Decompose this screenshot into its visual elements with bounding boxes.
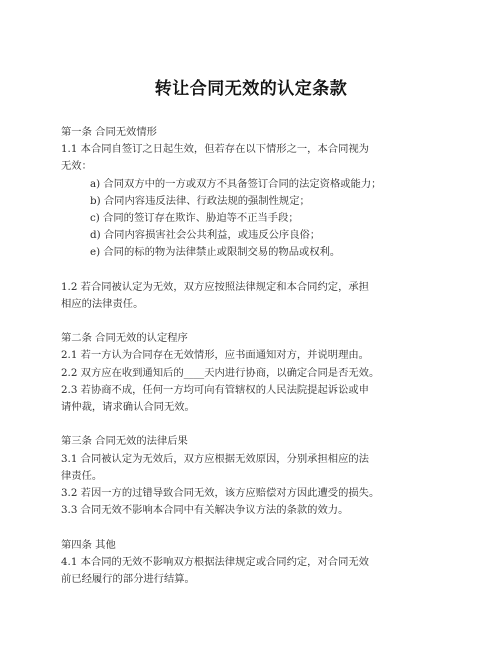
list-item: b) 合同内容违反法律、行政法规的强制性规定； — [90, 194, 310, 207]
clause-text: 3.1 合同被认定为无效后，双方应根据无效原因，分别承担相应的法 — [61, 452, 369, 465]
paragraph-gap — [61, 519, 481, 536]
clause-text: 2.1 若一方认为合同存在无效情形，应书面通知对方，并说明理由。 — [61, 349, 369, 362]
list-item: a) 合同双方中的一方或双方不具备签订合同的法定资格或能力； — [90, 177, 382, 190]
clause-text: 1.2 若合同被认定为无效，双方应按照法律规定和本合同约定，承担 — [61, 280, 369, 293]
paragraph-gap — [61, 416, 481, 433]
list-item: e) 合同的标的物为法律禁止或限制交易的物品或权利。 — [90, 246, 341, 259]
section-heading: 第二条 合同无效的认定程序 — [61, 332, 188, 345]
clause-text: 2.2 双方应在收到通知后的____天内进行协商，以确定合同是否无效。 — [61, 366, 380, 379]
clause-text: 请仲裁，请求确认合同无效。 — [61, 401, 195, 413]
paragraph-gap — [61, 313, 481, 330]
clause-text: 相应的法律责任。 — [61, 297, 144, 310]
clause-text: 2.3 若协商不成，任何一方均可向有管辖权的人民法院提起诉讼或申 — [61, 383, 369, 396]
list-item: d) 合同内容损害社会公共利益，或违反公序良俗； — [90, 229, 321, 242]
list-item: c) 合同的签订存在欺诈、胁迫等不正当手段； — [90, 211, 299, 224]
clause-text: 无效： — [61, 160, 92, 173]
section-heading: 第一条 合同无效情形 — [61, 126, 157, 138]
document-title: 转让合同无效的认定条款 — [154, 79, 348, 99]
section-heading: 第三条 合同无效的法律后果 — [61, 435, 188, 448]
document-body — [61, 124, 481, 588]
paragraph-gap — [61, 262, 481, 279]
clause-text: 前已经履行的部分进行结算。 — [61, 572, 195, 585]
clause-text: 律责任。 — [61, 469, 103, 482]
clause-text: 3.3 合同无效不影响本合同中有关解决争议方法的条款的效力。 — [61, 504, 349, 517]
clause-text: 1.1 本合同自签订之日起生效，但若存在以下情形之一，本合同视为 — [61, 143, 369, 156]
section-heading: 第四条 其他 — [61, 538, 116, 551]
clause-text: 4.1 本合同的无效不影响双方根据法律规定或合同约定，对合同无效 — [61, 555, 369, 568]
clause-text: 3.2 若因一方的过错导致合同无效，该方应赔偿对方因此遭受的损失。 — [61, 486, 380, 499]
